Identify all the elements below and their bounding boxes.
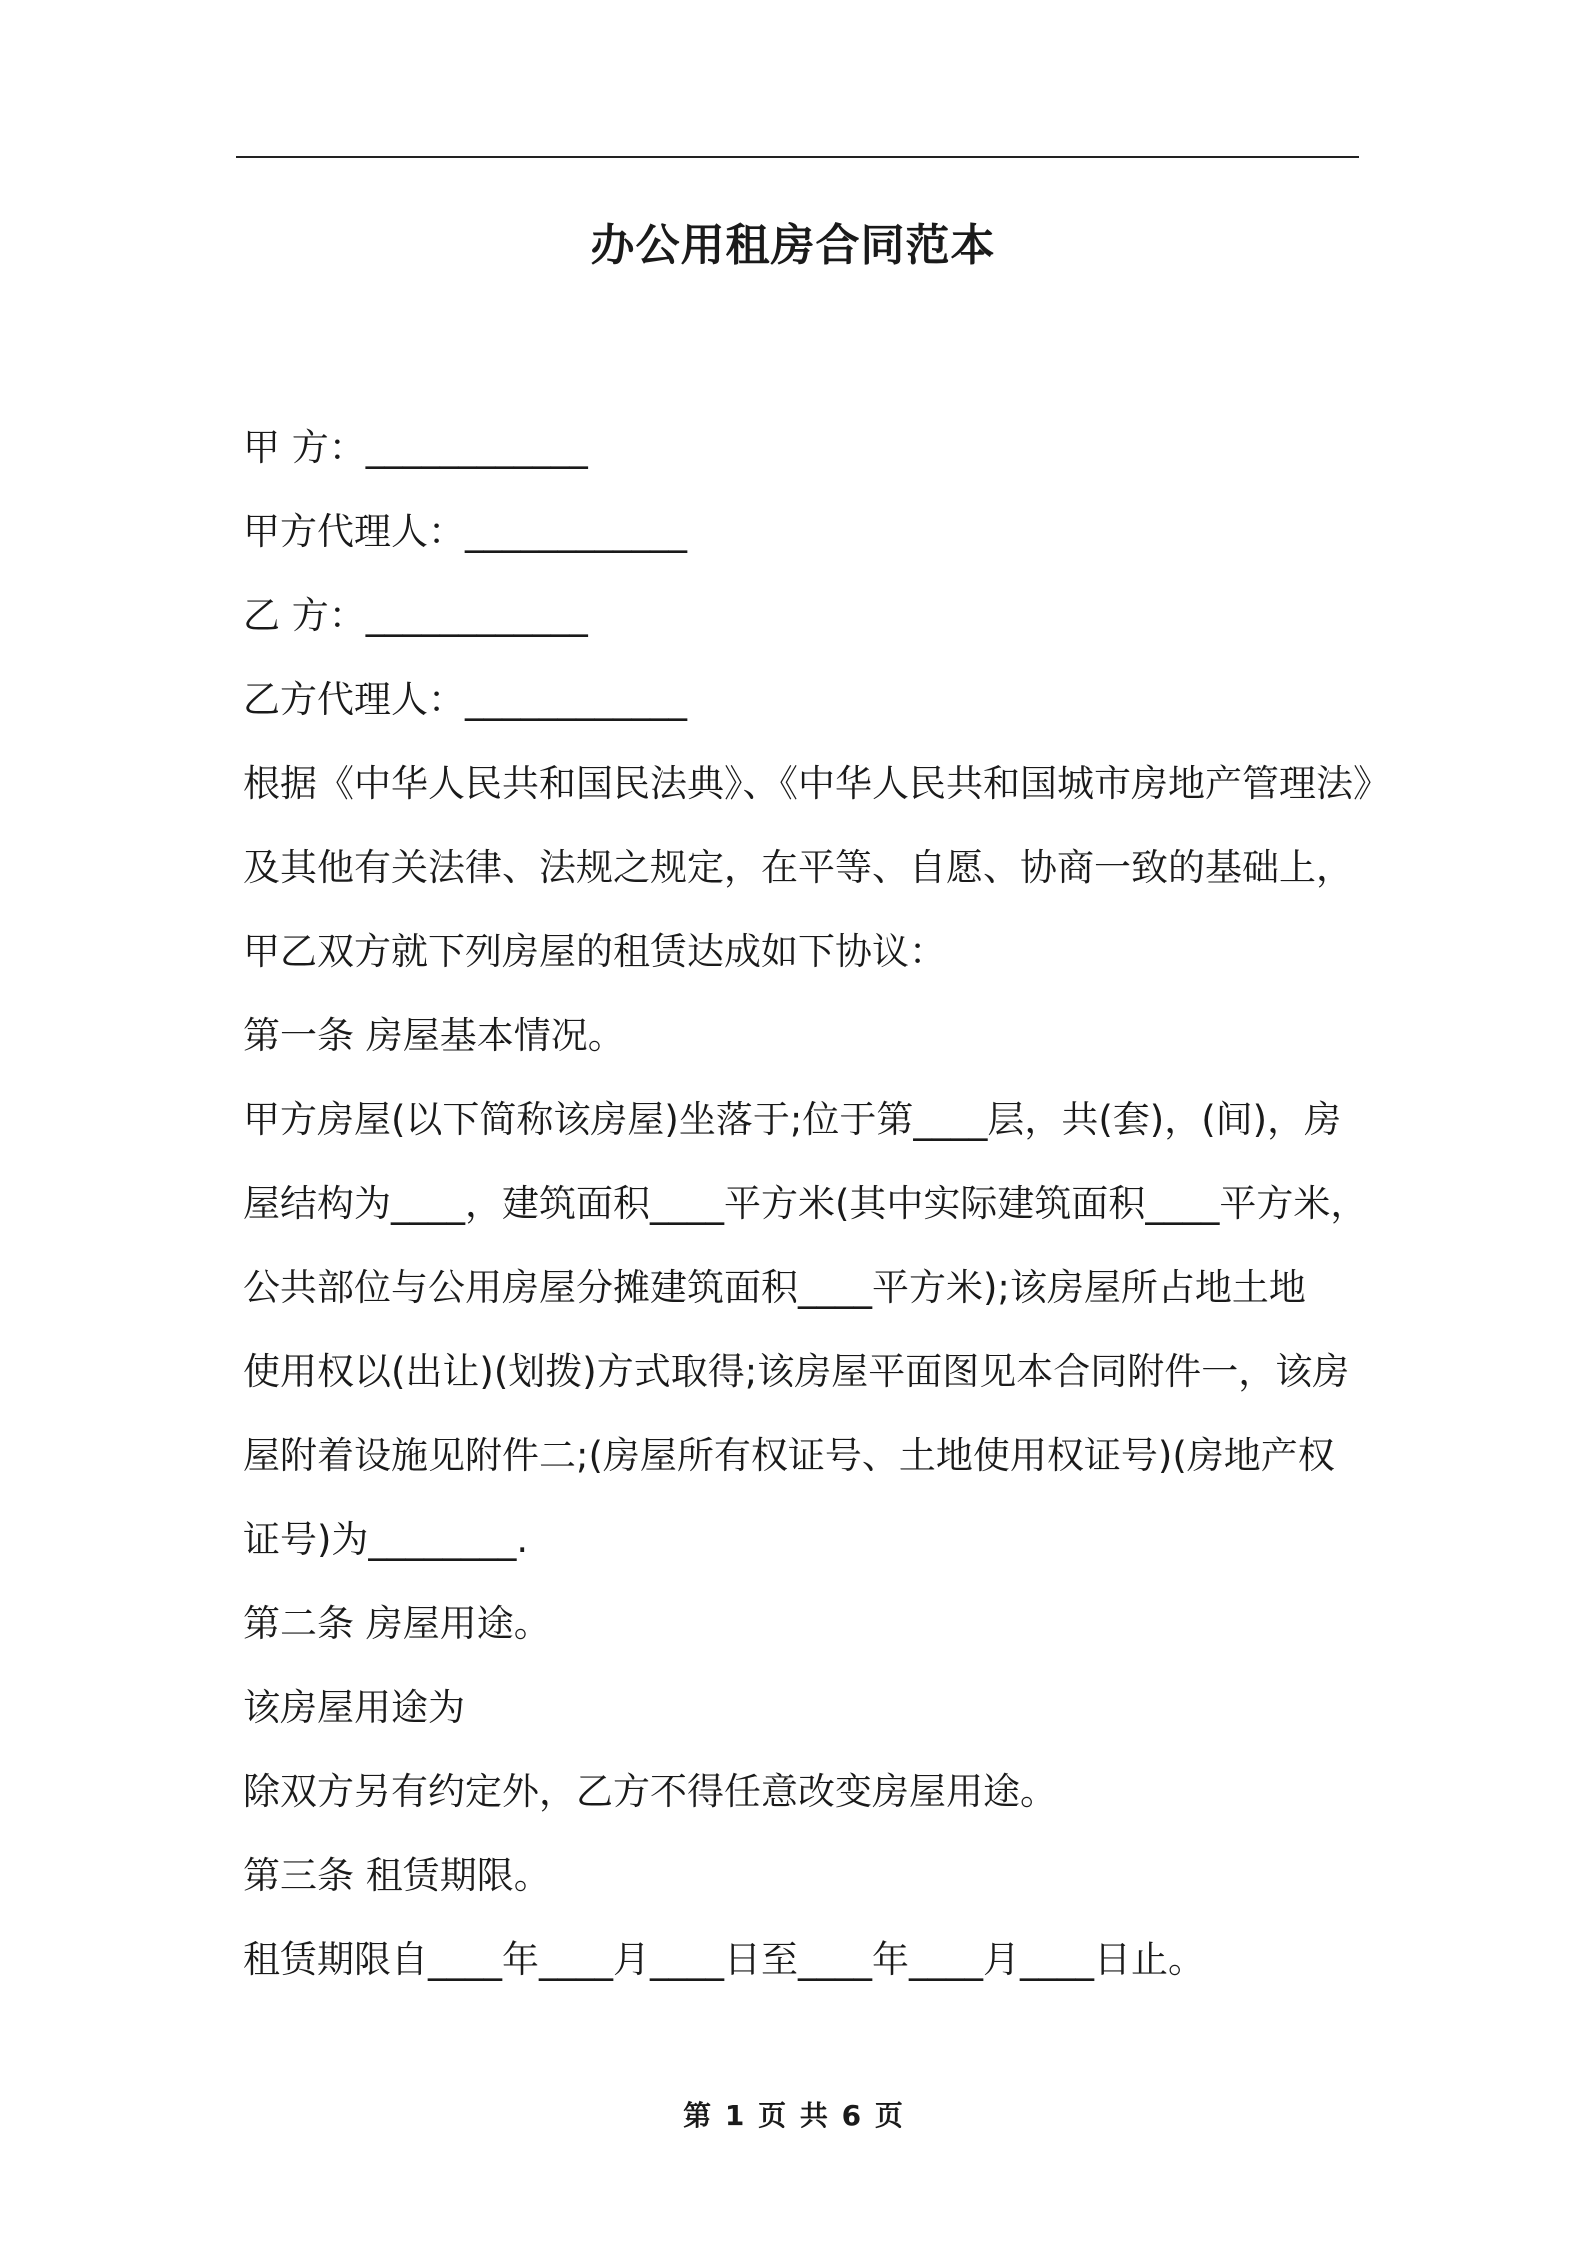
contract-body: [243, 406, 1393, 2002]
article-2-line-2: 除双方另有约定外，乙方不得任意改变房屋用途。: [243, 1770, 1057, 1813]
article-1-line-4: 使用权以(出让)(划拨)方式取得;该房屋平面图见本合同附件一，该房: [243, 1350, 1350, 1393]
party-a-line: 甲 方：____________: [243, 426, 588, 469]
article-1-line-2: 屋结构为____，建筑面积____平方米(其中实际建筑面积____平方米，: [243, 1182, 1368, 1225]
header-rule: [236, 156, 1359, 158]
article-1-line-6: 证号)为________.: [243, 1518, 529, 1561]
preamble-line-1: 根据《中华人民共和国民法典》、《中华人民共和国城市房地产管理法》: [243, 762, 1390, 805]
preamble-line-3: 甲乙双方就下列房屋的租赁达成如下协议：: [243, 930, 946, 973]
article-1-line-5: 屋附着设施见附件二;(房屋所有权证号、土地使用权证号)(房地产权: [243, 1434, 1335, 1477]
article-3-line-1: 租赁期限自____年____月____日至____年____月____日止。: [243, 1938, 1205, 1981]
article-3-heading: 第三条 租赁期限。: [243, 1854, 551, 1897]
article-2-line-1: 该房屋用途为: [243, 1686, 465, 1729]
party-b-line: 乙 方：____________: [243, 594, 588, 637]
article-1-line-3: 公共部位与公用房屋分摊建筑面积____平方米);该房屋所占地土地: [243, 1266, 1306, 1309]
page-number-footer: 第 1 页 共 6 页: [683, 2099, 903, 2132]
document-title: 办公用租房合同范本: [590, 220, 996, 271]
party-b-agent-line: 乙方代理人：____________: [243, 678, 687, 721]
article-1-line-1: 甲方房屋(以下简称该房屋)坐落于;位于第____层，共(套)，(间)，房: [243, 1098, 1342, 1141]
article-1-heading: 第一条 房屋基本情况。: [243, 1014, 625, 1057]
party-a-agent-line: 甲方代理人：____________: [243, 510, 687, 553]
preamble-line-2: 及其他有关法律、法规之规定，在平等、自愿、协商一致的基础上，: [243, 846, 1353, 889]
article-2-heading: 第二条 房屋用途。: [243, 1602, 551, 1645]
